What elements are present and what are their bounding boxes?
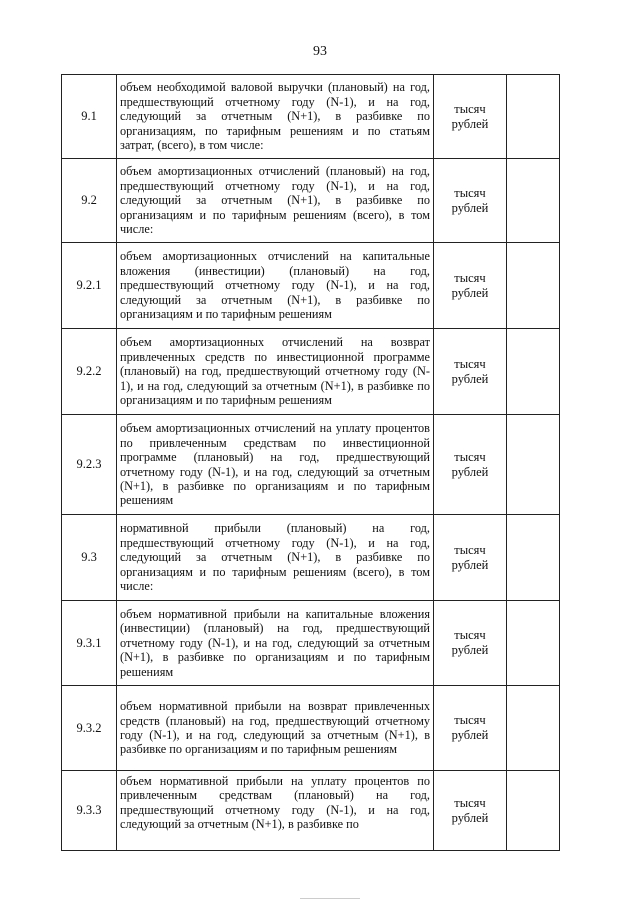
row-number: 9.1 xyxy=(62,75,117,159)
row-unit xyxy=(434,415,507,515)
scan-artifact xyxy=(300,898,360,899)
row-number: 9.3.1 xyxy=(62,601,117,686)
row-unit xyxy=(434,515,507,601)
row-number: 9.3.3 xyxy=(62,771,117,851)
unit-line-2: рублей xyxy=(451,116,489,131)
row-number: 9.2.2 xyxy=(62,329,117,415)
table-row xyxy=(62,159,560,243)
row-description: объем амортизационных отчислений (плановый) на год, предшествующий отчетному году (N-1), и на год, следующий за отчетным (N+1), в разбивке по организациям и по тарифным решениям (всего), в том числе: xyxy=(117,159,434,243)
row-description: объем амортизационных отчислений на уплату процентов по привлеченным средствам по инвестиционной программе (плановый) на год, предшествующий отчетному году (N-1), и на год, следующий за отчетным (N+1), в разбивке по организациям и по тарифным решениям xyxy=(117,415,434,515)
unit-line-2: рублей xyxy=(451,371,489,386)
unit-line-1: тысяч xyxy=(454,713,486,727)
table-row xyxy=(62,515,560,601)
row-unit xyxy=(434,75,507,159)
row-value-cell xyxy=(507,329,560,415)
unit-line-2: рублей xyxy=(451,200,489,215)
unit-line-2: рублей xyxy=(451,643,489,657)
row-unit xyxy=(434,159,507,243)
row-value-cell xyxy=(507,515,560,601)
row-unit xyxy=(434,243,507,329)
row-unit xyxy=(434,329,507,415)
unit-line-1: тысяч xyxy=(454,185,486,200)
unit-line-2: рублей xyxy=(451,285,489,300)
table-row xyxy=(62,415,560,515)
row-unit xyxy=(434,601,507,686)
row-value-cell xyxy=(507,601,560,686)
table-row xyxy=(62,75,560,159)
row-value-cell xyxy=(507,771,560,851)
row-value-cell xyxy=(507,415,560,515)
unit-line-2: рублей xyxy=(451,810,489,825)
row-description: объем нормативной прибыли на капитальные вложения (инвестиции) (плановый) на год, предшествующий отчетному году (N-1), и на год, следующий за отчетным (N+1), в разбивке по организациям и по тарифным решениям xyxy=(117,601,434,686)
row-number: 9.2.1 xyxy=(62,243,117,329)
unit-line-2: рублей xyxy=(451,728,489,742)
unit-line-2: рублей xyxy=(451,464,489,479)
row-value-cell xyxy=(507,686,560,771)
row-unit xyxy=(434,771,507,851)
row-value-cell xyxy=(507,159,560,243)
row-value-cell xyxy=(507,75,560,159)
row-number: 9.3 xyxy=(62,515,117,601)
unit-line-1: тысяч xyxy=(454,101,486,116)
row-description: объем нормативной прибыли на уплату процентов по привлеченным средствам (плановый) на год, предшествующий отчетному году (N-1), и на год, следующий за отчетным (N+1), в разбивке по xyxy=(117,771,434,851)
unit-line-2: рублей xyxy=(451,557,489,572)
indicators-table xyxy=(61,74,560,851)
row-description: объем нормативной прибыли на возврат привлеченных средств (плановый) на год, предшествующий отчетному году (N-1), и на год, следующий за отчетным (N+1), в разбивке по организациям и по тарифным решениям xyxy=(117,686,434,771)
unit-line-1: тысяч xyxy=(454,270,486,285)
table-body xyxy=(62,75,560,851)
row-number: 9.2.3 xyxy=(62,415,117,515)
unit-line-1: тысяч xyxy=(454,628,486,642)
row-number: 9.3.2 xyxy=(62,686,117,771)
row-unit xyxy=(434,686,507,771)
unit-line-1: тысяч xyxy=(454,356,486,371)
table-row xyxy=(62,329,560,415)
unit-line-1: тысяч xyxy=(454,542,486,557)
table-row xyxy=(62,243,560,329)
table-row xyxy=(62,686,560,771)
table-row xyxy=(62,771,560,851)
table-row xyxy=(62,601,560,686)
row-description: объем амортизационных отчислений на капитальные вложения (инвестиции) (плановый) на год, предшествующий отчетному году (N-1), и на год, следующий за отчетным (N+1), в разбивке по организациям и по тарифным решениям xyxy=(117,243,434,329)
unit-line-1: тысяч xyxy=(454,795,486,810)
row-description: объем амортизационных отчислений на возврат привлеченных средств по инвестиционной программе (плановый) на год, предшествующий отчетному году (N-1), и на год, следующий за отчетным (N+1), в разбивке по организациям и по тарифным решениям xyxy=(117,329,434,415)
row-number: 9.2 xyxy=(62,159,117,243)
row-value-cell xyxy=(507,243,560,329)
page-number: 93 xyxy=(313,44,327,59)
row-description: нормативной прибыли (плановый) на год, предшествующий отчетному году (N-1), и на год, следующий за отчетным (N+1), в разбивке по организациям и по тарифным решениям (всего), в том числе: xyxy=(117,515,434,601)
row-description: объем необходимой валовой выручки (плановый) на год, предшествующий отчетному году (N-1), и на год, следующий за отчетным (N+1), в разбивке по организациям, по тарифным решениям и по статьям затрат, (всего), в том числе: xyxy=(117,75,434,159)
unit-line-1: тысяч xyxy=(454,449,486,464)
